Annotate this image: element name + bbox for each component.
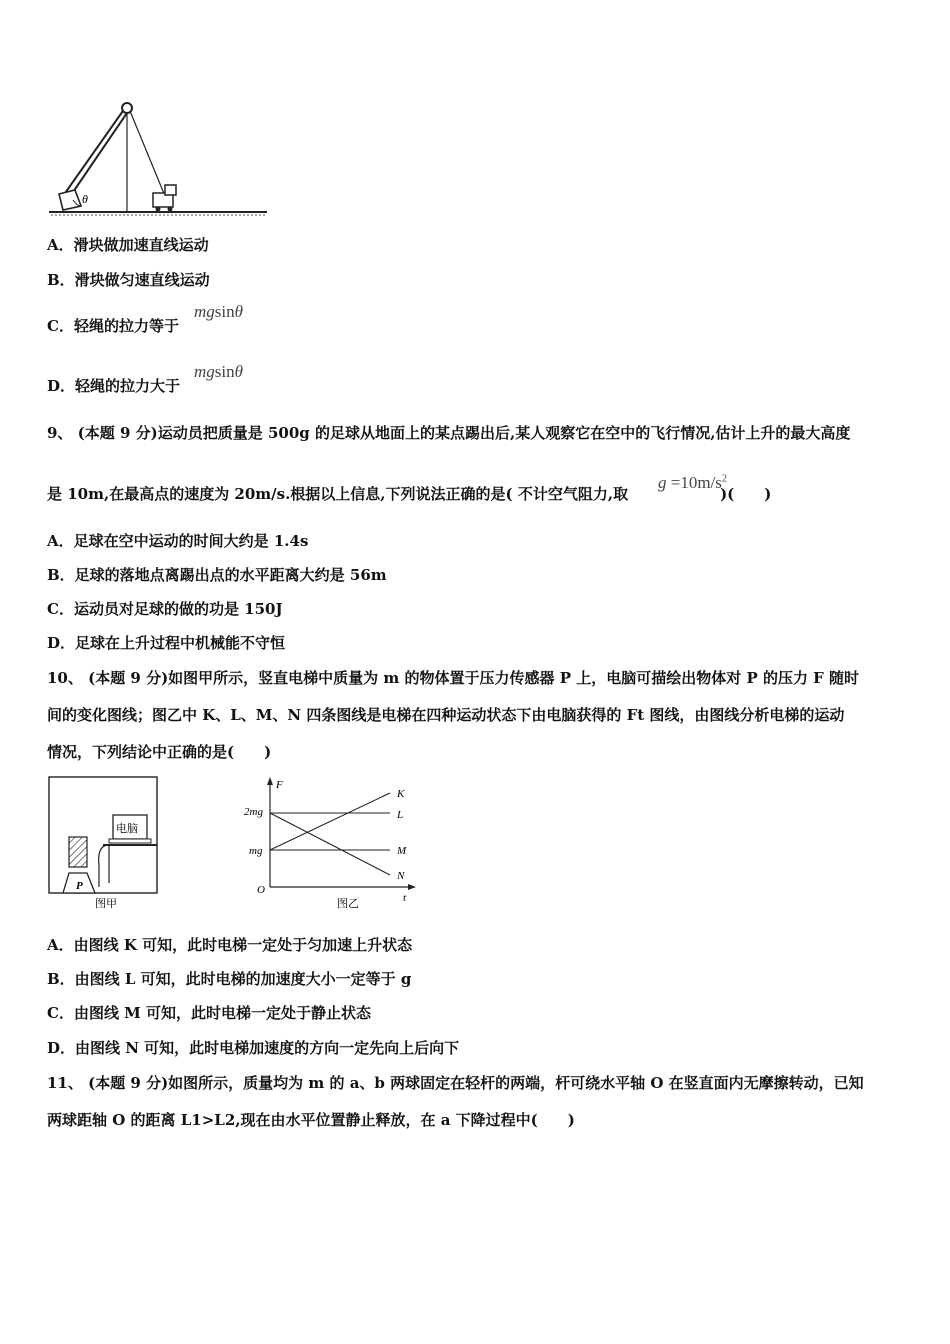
q10-stem-line1: 10、 (本题 9 分)如图甲所示，竖直电梯中质量为 m 的物体置于压力传感器 P 上，电脑可描绘出物体对 P 的压力 F 随时 bbox=[47, 669, 860, 687]
q9-stem-line2-tail: )( ) bbox=[720, 485, 772, 503]
g-var: g bbox=[658, 473, 667, 492]
tick-mg: mg bbox=[249, 845, 263, 857]
q10-stem-line3: 情况，下列结论中正确的是( ) bbox=[47, 743, 272, 761]
q9-stem-line2-text: 是 10m,在最高点的速度为 20m/s.根据以上信息,下列说法正确的是( 不计空气阻力,取 bbox=[47, 485, 629, 503]
q9-option-b: B．足球的落地点离踢出点的水平距离大约是 56m bbox=[47, 566, 387, 584]
crane-pulley-figure bbox=[45, 100, 270, 220]
y-axis-label: F bbox=[276, 779, 283, 791]
q9-option-d: D．足球在上升过程中机械能不守恒 bbox=[47, 634, 286, 652]
q8-option-b: B．滑块做匀速直线运动 bbox=[47, 271, 210, 289]
q9-option-a: A．足球在空中运动的时间大约是 1.4s bbox=[47, 532, 309, 550]
ground bbox=[49, 212, 267, 215]
g-value: =10m/s bbox=[670, 473, 722, 492]
formula-var: mg bbox=[194, 302, 215, 321]
q9-g-formula bbox=[658, 473, 727, 493]
q10-option-d: D．由图线 N 可知，此时电梯加速度的方向一定先向上后向下 bbox=[47, 1039, 460, 1057]
figure-b-caption: 图乙 bbox=[337, 898, 359, 910]
mass-block bbox=[69, 837, 87, 867]
formula-var: mg bbox=[194, 362, 215, 381]
q9-stem-line1: 9、 (本题 9 分)运动员把质量是 500g 的足球从地面上的某点踢出后,某人观察它在空中的飞行情况,估计上升的最大高度 bbox=[47, 424, 851, 442]
q10-option-b: B．由图线 L 可知，此时电梯的加速度大小一定等于 g bbox=[47, 970, 412, 988]
q10-option-a: A．由图线 K 可知，此时电梯一定处于匀加速上升状态 bbox=[47, 936, 413, 954]
line-n bbox=[270, 813, 390, 875]
q10-option-c: C．由图线 M 可知，此时电梯一定处于静止状态 bbox=[47, 1004, 371, 1022]
elevator-figure bbox=[45, 775, 165, 915]
formula-angle: θ bbox=[234, 302, 243, 321]
formula-angle: θ bbox=[234, 362, 243, 381]
x-axis-arrow bbox=[408, 884, 416, 890]
label-n: N bbox=[397, 870, 405, 882]
slider-cart bbox=[153, 185, 176, 212]
g-exponent: 2 bbox=[721, 473, 727, 485]
q9-option-c: C．运动员对足球的做的功是 150J bbox=[47, 600, 283, 618]
q11-stem-line1: 11、 (本题 9 分)如图所示，质量均为 m 的 a、b 两球固定在轻杆的两端，杆可绕水平轴 O 在竖直面内无摩擦转动，已知 bbox=[47, 1074, 864, 1092]
tick-2mg: 2mg bbox=[244, 806, 263, 818]
boom-base bbox=[59, 190, 81, 210]
figure-a-caption: 图甲 bbox=[95, 898, 117, 910]
q8-option-a: A．滑块做加速直线运动 bbox=[47, 236, 209, 254]
ft-graph-figure bbox=[240, 775, 430, 915]
boom-arm bbox=[63, 108, 129, 198]
sensor-label: P bbox=[76, 880, 83, 892]
line-k bbox=[270, 793, 390, 850]
computer bbox=[109, 815, 151, 843]
q10-stem-line2: 间的变化图线；图乙中 K、L、M、N 四条图线是电梯在四种运动状态下由电脑获得的 Ft 图线，由图线分析电梯的运动 bbox=[47, 706, 845, 724]
q8-option-d-formula bbox=[194, 362, 243, 382]
theta-label: θ bbox=[82, 192, 88, 206]
x-axis-label: t bbox=[403, 892, 407, 904]
q8-option-d: D．轻绳的拉力大于 bbox=[47, 377, 181, 395]
computer-label: 电脑 bbox=[116, 823, 138, 835]
y-axis-arrow bbox=[267, 777, 273, 785]
q11-stem-line2: 两球距轴 O 的距离 L1>L2,现在由水平位置静止释放，在 a 下降过程中( ) bbox=[47, 1111, 575, 1129]
q8-option-c: C．轻绳的拉力等于 bbox=[47, 317, 179, 335]
label-k: K bbox=[397, 788, 405, 800]
label-m: M bbox=[397, 845, 407, 857]
label-l: L bbox=[397, 809, 404, 821]
formula-func: sin bbox=[214, 302, 235, 321]
q8-option-c-formula bbox=[194, 302, 243, 322]
origin-label: O bbox=[257, 884, 265, 896]
slanted-rope bbox=[130, 111, 165, 196]
formula-func: sin bbox=[214, 362, 235, 381]
